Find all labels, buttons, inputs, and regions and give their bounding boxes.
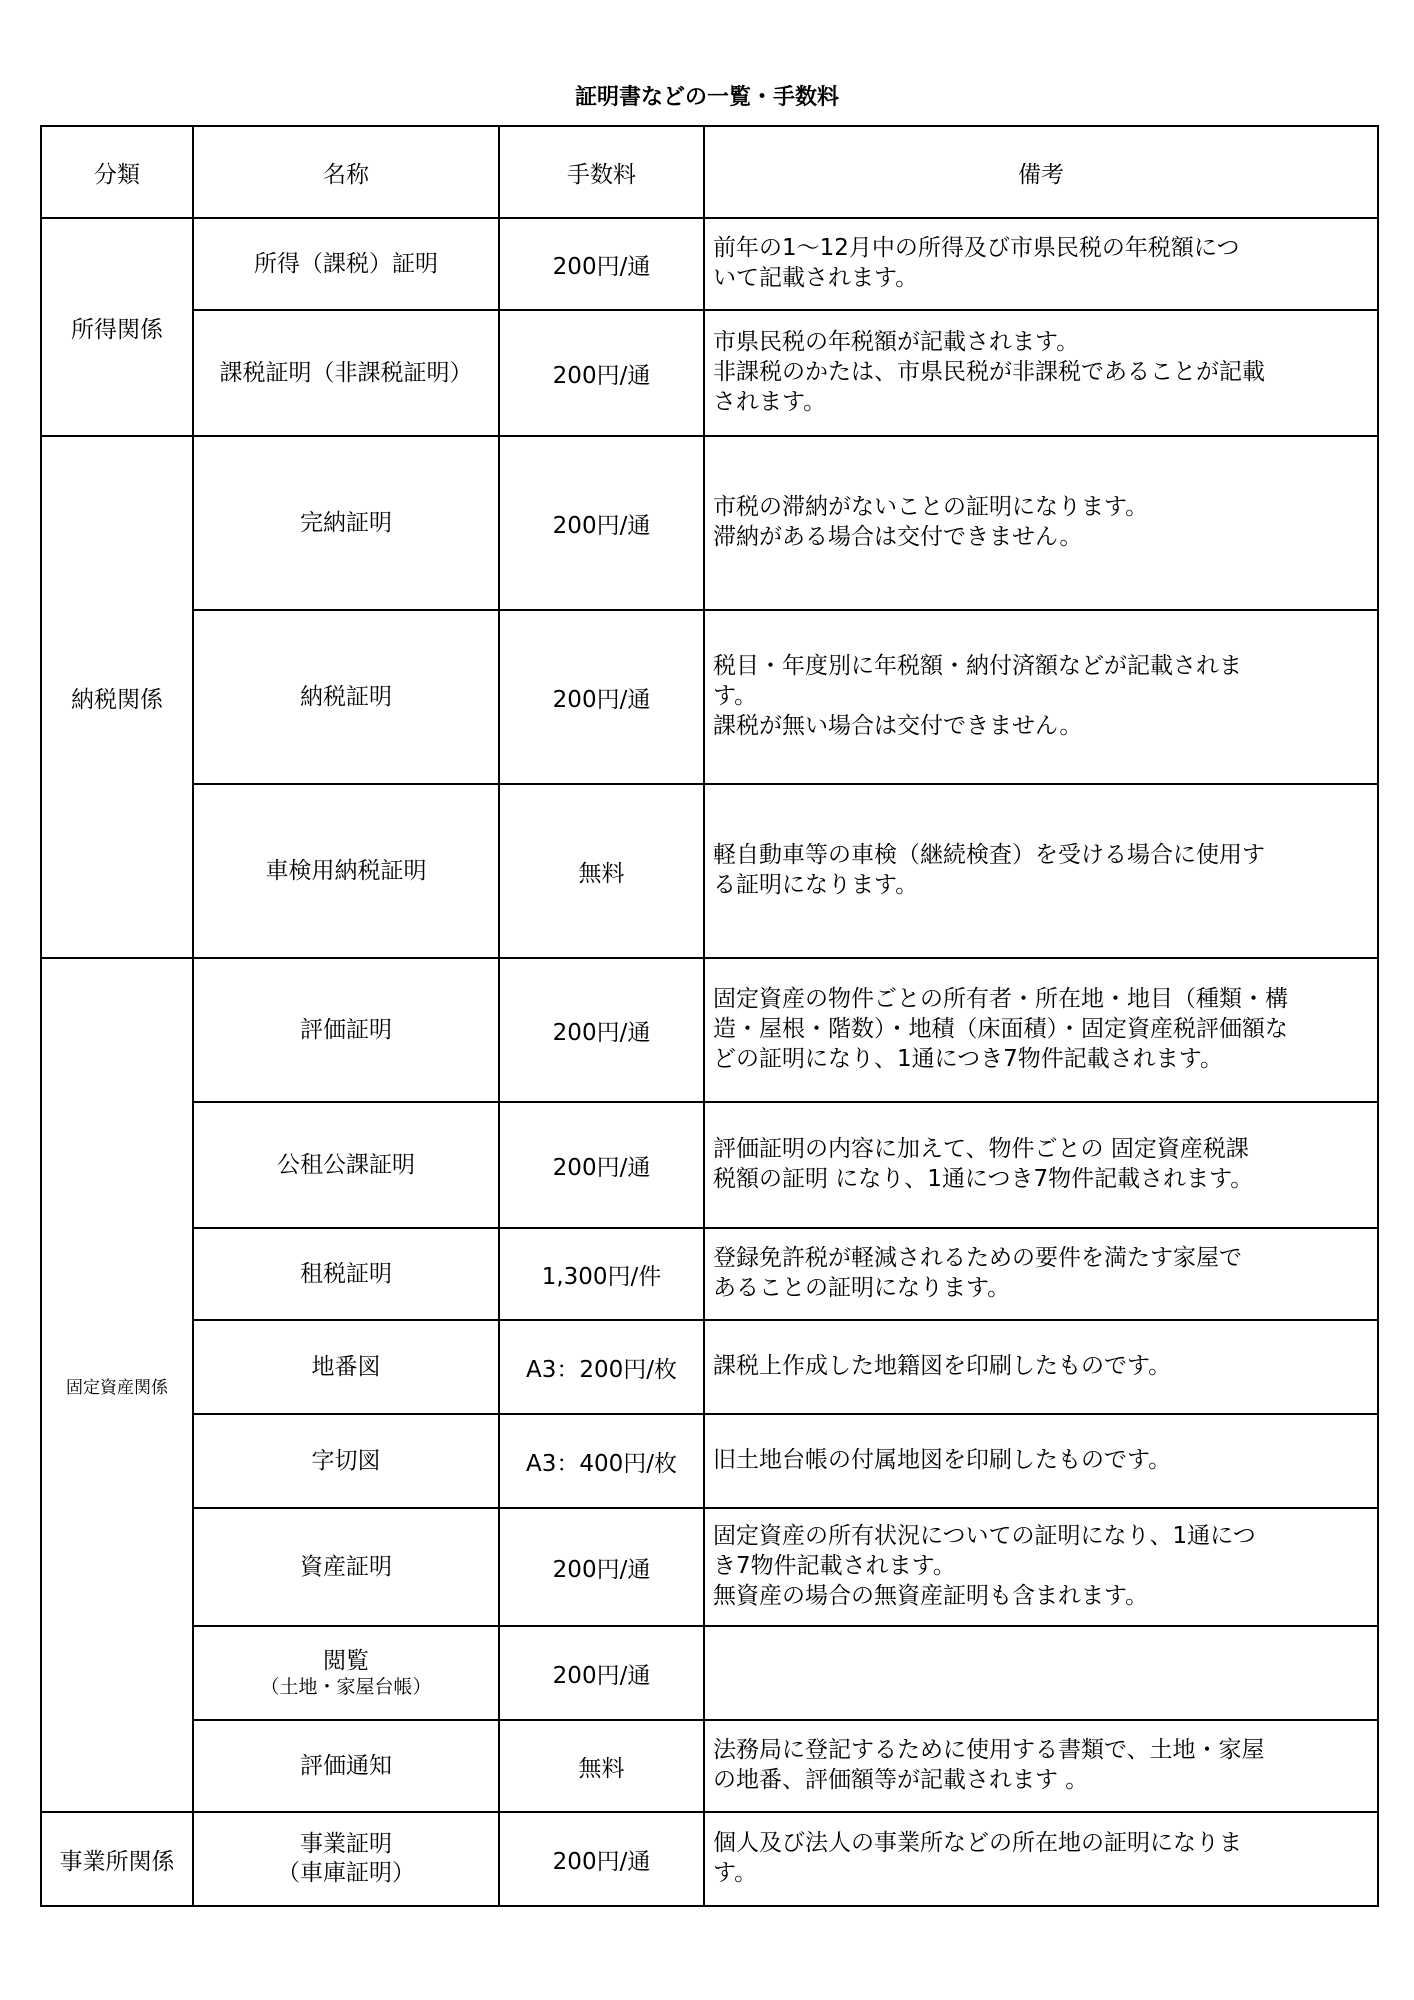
fee-cell: A3：200円/枚 [499, 1320, 704, 1414]
fee-cell: 200円/通 [499, 310, 704, 436]
fee-cell: A3：400円/枚 [499, 1414, 704, 1508]
remarks-cell: 旧土地台帳の付属地図を印刷したものです。 [704, 1414, 1378, 1508]
remarks-cell: 軽自動車等の車検（継続検査）を受ける場合に使用す る証明になります。 [704, 784, 1378, 958]
name-main: 閲覧 [323, 1647, 369, 1674]
remarks-cell: 評価証明の内容に加えて、物件ごとの 固定資産税課 税額の証明 になり、1通につき7物件記載されます。 [704, 1102, 1378, 1228]
remarks-cell [704, 1626, 1378, 1720]
name-cell: 評価証明 [193, 958, 499, 1102]
fee-cell: 1,300円/件 [499, 1228, 704, 1320]
table-row [41, 1508, 1378, 1626]
name-cell: 公租公課証明 [193, 1102, 499, 1228]
fee-cell: 200円/通 [499, 610, 704, 784]
table-row [41, 436, 1378, 610]
table-row [41, 1414, 1378, 1508]
fee-table [40, 125, 1379, 1907]
category-cell: 固定資産関係 [41, 958, 193, 1812]
table-row [41, 610, 1378, 784]
name-cell: 車検用納税証明 [193, 784, 499, 958]
table-row [41, 958, 1378, 1102]
table-row [41, 1320, 1378, 1414]
fee-cell: 200円/通 [499, 218, 704, 310]
remarks-cell: 登録免許税が軽減されるための要件を満たす家屋で あることの証明になります。 [704, 1228, 1378, 1320]
header-remarks: 備考 [704, 126, 1378, 218]
name-cell: 納税証明 [193, 610, 499, 784]
remarks-cell: 個人及び法人の事業所などの所在地の証明になりま す。 [704, 1812, 1378, 1906]
name-cell [193, 1626, 499, 1720]
fee-cell: 200円/通 [499, 1508, 704, 1626]
category-cell: 納税関係 [41, 436, 193, 958]
fee-cell: 200円/通 [499, 1812, 704, 1906]
table-row [41, 218, 1378, 310]
name-cell: 地番図 [193, 1320, 499, 1414]
table-row [41, 1720, 1378, 1812]
name-cell: 租税証明 [193, 1228, 499, 1320]
fee-cell: 200円/通 [499, 436, 704, 610]
table-row [41, 784, 1378, 958]
fee-cell: 無料 [499, 784, 704, 958]
table-row [41, 1812, 1378, 1906]
fee-cell: 200円/通 [499, 958, 704, 1102]
table-row [41, 1102, 1378, 1228]
name-cell: 評価通知 [193, 1720, 499, 1812]
name-main: 事業証明 [300, 1831, 392, 1858]
category-cell: 所得関係 [41, 218, 193, 436]
name-cell: 課税証明（非課税証明） [193, 310, 499, 436]
remarks-cell: 固定資産の物件ごとの所有者・所在地・地目（種類・構 造・屋根・階数）・地積（床面積）・固定資産税評価額な どの証明になり、1通につき7物件記載されます。 [704, 958, 1378, 1102]
remarks-cell: 課税上作成した地籍図を印刷したものです。 [704, 1320, 1378, 1414]
header-fee: 手数料 [499, 126, 704, 218]
document-title: 証明書などの一覧・手数料 [574, 85, 839, 110]
name-cell: 字切図 [193, 1414, 499, 1508]
fee-cell: 200円/通 [499, 1626, 704, 1720]
category-cell: 事業所関係 [41, 1812, 193, 1906]
name-sub: （土地・家屋台帳） [260, 1675, 432, 1698]
remarks-cell: 法務局に登記するために使用する書類で、土地・家屋 の地番、評価額等が記載されます 。 [704, 1720, 1378, 1812]
remarks-cell: 税目・年度別に年税額・納付済額などが記載されま す。 課税が無い場合は交付できません。 [704, 610, 1378, 784]
table-row [41, 310, 1378, 436]
table-row [41, 1228, 1378, 1320]
header-name: 名称 [193, 126, 499, 218]
remarks-cell: 固定資産の所有状況についての証明になり、1通につ き7物件記載されます。 無資産の場合の無資産証明も含まれます。 [704, 1508, 1378, 1626]
fee-cell: 200円/通 [499, 1102, 704, 1228]
remarks-cell: 前年の1～12月中の所得及び市県民税の年税額につ いて記載されます。 [704, 218, 1378, 310]
fee-cell: 無料 [499, 1720, 704, 1812]
remarks-cell: 市県民税の年税額が記載されます。 非課税のかたは、市県民税が非課税であることが記載 されます。 [704, 310, 1378, 436]
table-header-row [41, 126, 1378, 218]
remarks-cell: 市税の滞納がないことの証明になります。 滞納がある場合は交付できません。 [704, 436, 1378, 610]
name-cell [193, 1812, 499, 1906]
header-category: 分類 [41, 126, 193, 218]
name-cell: 完納証明 [193, 436, 499, 610]
name-cell: 資産証明 [193, 1508, 499, 1626]
table-row [41, 1626, 1378, 1720]
name-sub: （車庫証明） [277, 1860, 415, 1886]
name-cell: 所得（課税）証明 [193, 218, 499, 310]
